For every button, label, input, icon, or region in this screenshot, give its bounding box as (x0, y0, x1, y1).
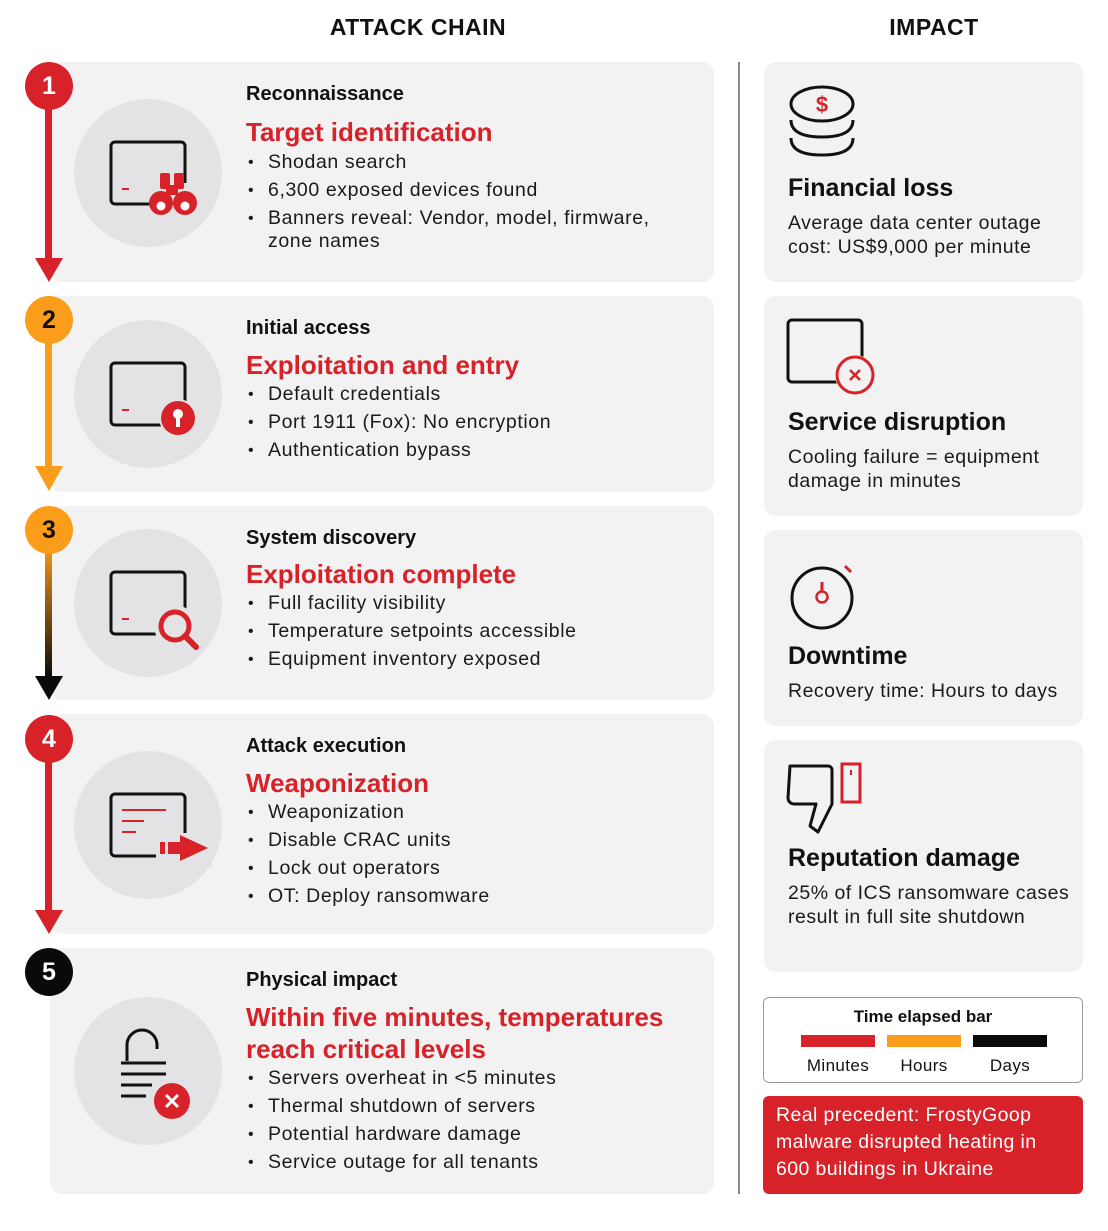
step-title: Exploitation complete (246, 559, 517, 589)
impact-card-downtime (764, 530, 1083, 726)
impact-title: Service disruption (788, 408, 1007, 436)
step-stage: Initial access (246, 317, 371, 339)
timeline-arrows (0, 0, 100, 1231)
step-badge-2: 2 (25, 296, 73, 344)
impact-card-service (764, 296, 1083, 516)
list-item: • Shodan search (246, 151, 686, 174)
list-item: • Lock out operators (246, 857, 686, 880)
list-item: • Authentication bypass (246, 439, 686, 462)
impact-title: Reputation damage (788, 844, 1020, 872)
legend-title: Time elapsed bar (853, 1007, 993, 1026)
legend-label-hours: Hours (900, 1056, 948, 1075)
svg-text:$: $ (815, 92, 829, 117)
attack-chain-header: ATTACK CHAIN (329, 14, 507, 40)
step-bullets (246, 151, 686, 258)
step-stage: Reconnaissance (246, 83, 404, 105)
legend-bar-days (973, 1035, 1047, 1047)
step-bullets (246, 1067, 686, 1179)
legend-label-minutes: Minutes (806, 1056, 870, 1075)
impact-header: IMPACT (889, 14, 979, 40)
step-stage: Physical impact (246, 969, 398, 991)
stopwatch-icon (784, 558, 864, 638)
step-badge-4: 4 (25, 715, 73, 763)
impact-text: Recovery time: Hours to days (788, 680, 1058, 702)
legend-label-days: Days (989, 1056, 1031, 1075)
step-stage: System discovery (246, 527, 417, 549)
step-badge-3: 3 (25, 506, 73, 554)
list-item: • Weaponization (246, 801, 686, 824)
list-item: • Servers overheat in <5 minutes (246, 1067, 686, 1090)
step-badge-5: 5 (25, 948, 73, 996)
list-item: • Temperature setpoints accessible (246, 620, 686, 643)
column-divider (738, 62, 740, 1194)
arrow-step-1 (35, 100, 63, 282)
step-card-1 (50, 62, 714, 282)
step-title: Exploitation and entry (246, 350, 520, 380)
impact-text: Average data center outage cost: US$9,000 per minute (788, 212, 1042, 258)
impact-text: 25% of ICS ransomware cases result in full site shutdown (788, 882, 1070, 928)
step-bullets (246, 592, 686, 676)
thumbs-down-icon (784, 760, 874, 836)
list-item: • OT: Deploy ransomware (246, 885, 686, 908)
step-title: Within five minutes, temperatures reach critical levels (246, 1002, 664, 1064)
impact-title: Financial loss (788, 174, 954, 202)
list-item: • Potential hardware damage (246, 1123, 686, 1146)
coin-stack-icon (784, 82, 858, 166)
list-item: • Banners reveal: Vendor, model, firmware, zone names (246, 207, 686, 253)
impact-card-reputation (764, 740, 1083, 972)
impact-title: Downtime (788, 642, 908, 670)
list-item: • 6,300 exposed devices found (246, 179, 686, 202)
step-card-2 (50, 296, 714, 492)
step-stage: Attack execution (246, 735, 407, 757)
real-precedent-box: Real precedent: FrostyGoop malware disrupted heating in 600 buildings in Ukraine (763, 1096, 1083, 1194)
list-item: • Port 1911 (Fox): No encryption (246, 411, 686, 434)
list-item: • Default credentials (246, 383, 686, 406)
step-title: Target identification (246, 117, 493, 147)
arrow-step-2 (35, 334, 63, 491)
step-bullets (246, 801, 686, 913)
list-item: • Service outage for all tenants (246, 1151, 686, 1174)
arrow-step-3 (35, 544, 63, 700)
list-item: • Full facility visibility (246, 592, 686, 615)
list-item: • Disable CRAC units (246, 829, 686, 852)
impact-text: Cooling failure = equipment damage in minutes (788, 446, 1040, 492)
step-title: Weaponization (246, 768, 429, 798)
arrow-step-4 (35, 752, 63, 934)
impact-card-financial (764, 62, 1083, 282)
legend-bar-hours (887, 1035, 961, 1047)
list-item: • Equipment inventory exposed (246, 648, 686, 671)
screen-error-icon (784, 316, 884, 396)
list-item: • Thermal shutdown of servers (246, 1095, 686, 1118)
time-elapsed-legend (763, 997, 1083, 1083)
step-card-3 (50, 506, 714, 700)
legend-bar-minutes (801, 1035, 875, 1047)
step-card-4 (50, 714, 714, 934)
step-bullets (246, 383, 686, 467)
step-card-5 (50, 948, 714, 1194)
step-badge-1: 1 (25, 62, 73, 110)
